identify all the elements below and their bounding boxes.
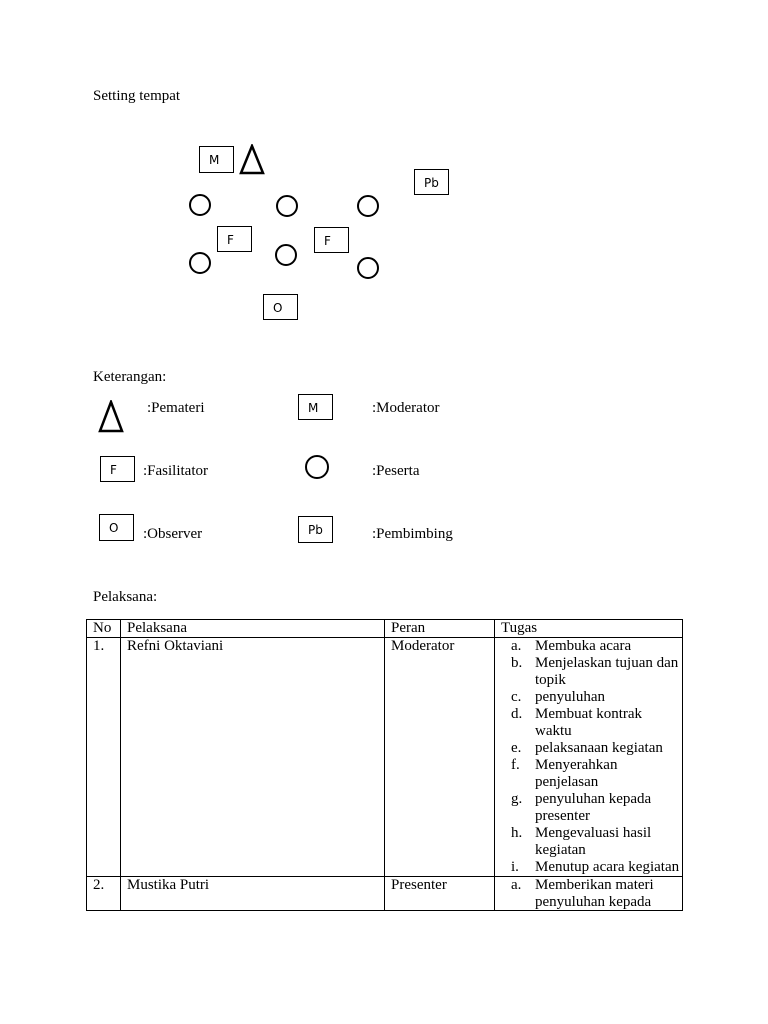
- row-number: 1.: [87, 638, 121, 877]
- row-name: Mustika Putri: [121, 877, 385, 911]
- table-header-row: [87, 620, 683, 638]
- pembimbing-box: Pb: [414, 169, 449, 195]
- task-marker: h.: [511, 825, 523, 841]
- task-marker: b.: [511, 655, 523, 671]
- task-item: [501, 757, 682, 791]
- peserta-circle-icon: [189, 194, 211, 216]
- pelaksana-table: [86, 619, 683, 911]
- task-item: [501, 877, 682, 910]
- task-item: [501, 689, 682, 706]
- fasilitator-box: F: [217, 226, 252, 252]
- legend-symbol-moderator: M: [298, 394, 333, 420]
- task-item: [501, 791, 682, 825]
- row-tasks: [495, 638, 683, 877]
- task-marker: d.: [511, 706, 523, 722]
- row-role: Presenter: [385, 877, 495, 911]
- legend-symbol-observer: O: [99, 514, 134, 541]
- task-item: [501, 655, 682, 689]
- legend-label-moderator: :Moderator: [372, 400, 440, 416]
- task-marker: a.: [511, 638, 522, 654]
- column-header: Pelaksana: [121, 620, 385, 638]
- column-header: Peran: [385, 620, 495, 638]
- setting-heading: Setting tempat: [93, 88, 181, 104]
- task-text: penyuluhan kepada presenter: [535, 791, 652, 824]
- row-number: 2.: [87, 877, 121, 911]
- task-marker: a.: [511, 877, 522, 893]
- task-marker: i.: [511, 859, 519, 875]
- peserta-circle-icon: [357, 195, 379, 217]
- triangle-icon: [98, 400, 124, 433]
- legend-symbol-fasilitator: F: [100, 456, 135, 482]
- column-header: Tugas: [495, 620, 683, 638]
- task-marker: f.: [511, 757, 520, 773]
- fasilitator-box: F: [314, 227, 349, 253]
- task-text: penyuluhan: [535, 689, 605, 705]
- task-text: pelaksanaan kegiatan: [535, 740, 663, 756]
- task-list: [501, 638, 682, 876]
- task-text: Menyerahkan penjelasan: [535, 757, 618, 790]
- task-marker: e.: [511, 740, 522, 756]
- task-text: Memberikan materi penyuluhan kepada: [535, 877, 654, 910]
- task-marker: g.: [511, 791, 523, 807]
- pelaksana-heading: Pelaksana:: [93, 589, 158, 605]
- legend-symbol-pembimbing: Pb: [298, 516, 333, 543]
- task-text: Membuat kontrak waktu: [535, 706, 643, 739]
- moderator-box: M: [199, 146, 234, 173]
- task-list: [501, 877, 682, 910]
- task-text: Membuka acara: [535, 638, 632, 654]
- task-item: [501, 825, 682, 859]
- row-role: Moderator: [385, 638, 495, 877]
- task-item: [501, 638, 682, 655]
- legend-label-peserta: :Peserta: [372, 463, 420, 479]
- task-text: Mengevaluasi hasil kegiatan: [535, 825, 652, 858]
- legend-label-pemateri: :Pemateri: [147, 400, 205, 416]
- legend-label-observer: :Observer: [143, 526, 203, 542]
- row-name: Refni Oktaviani: [121, 638, 385, 877]
- column-header: No: [87, 620, 121, 638]
- task-marker: c.: [511, 689, 522, 705]
- legend-label-pembimbing: :Pembimbing: [372, 526, 453, 542]
- row-tasks: [495, 877, 683, 911]
- table-row: [87, 638, 683, 877]
- task-text: Menjelaskan tujuan dan topik: [535, 655, 679, 688]
- peserta-circle-icon: [357, 257, 379, 279]
- peserta-circle-icon: [275, 244, 297, 266]
- task-item: [501, 706, 682, 740]
- pemateri-triangle-icon: [239, 144, 265, 175]
- observer-box: O: [263, 294, 298, 320]
- table-row: [87, 877, 683, 911]
- task-item: [501, 740, 682, 757]
- peserta-circle-icon: [189, 252, 211, 274]
- legend-label-fasilitator: :Fasilitator: [143, 463, 208, 479]
- task-item: [501, 859, 682, 876]
- peserta-circle-icon: [276, 195, 298, 217]
- circle-icon: [305, 455, 329, 479]
- keterangan-heading: Keterangan:: [93, 369, 167, 385]
- task-text: Menutup acara kegiatan: [535, 859, 680, 875]
